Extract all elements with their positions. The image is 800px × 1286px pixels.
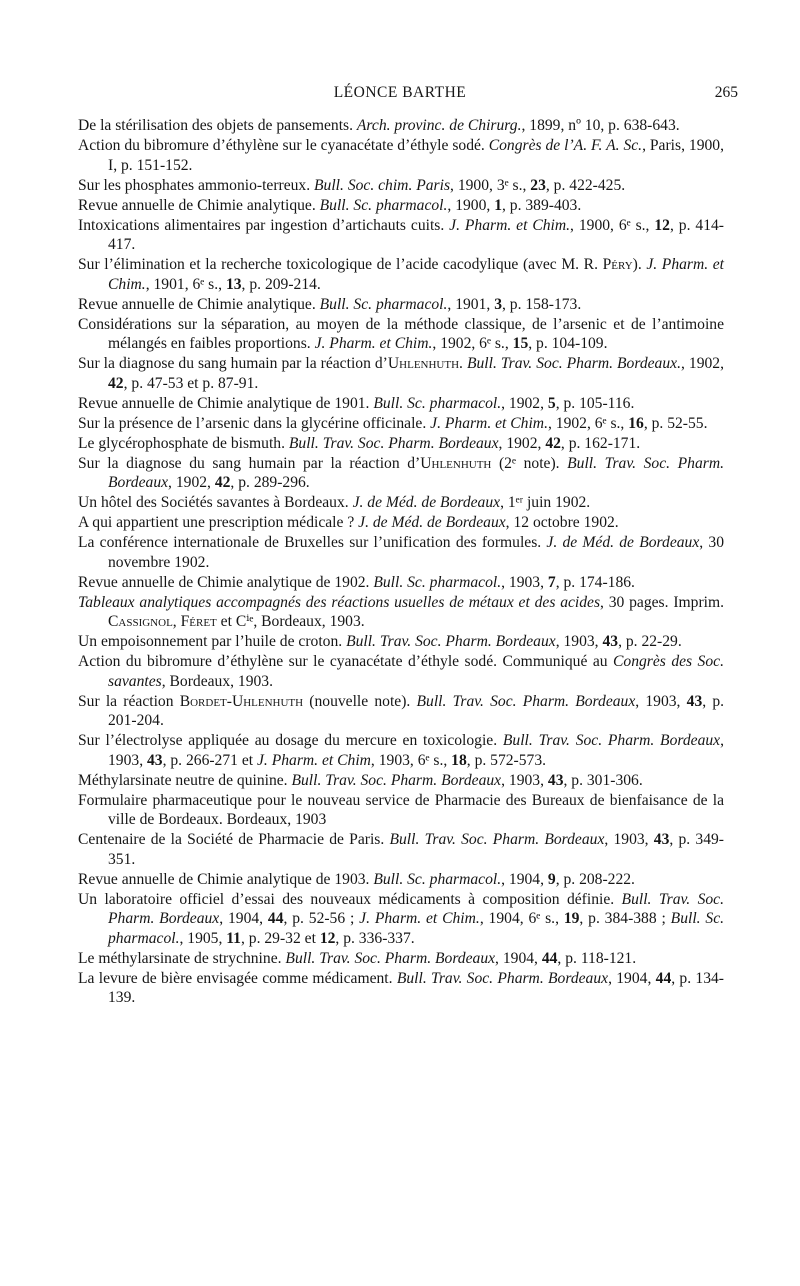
- bibliography-entry: [78, 632, 724, 652]
- journal-title: Bull. Trav. Soc. Pharm. Bordeaux: [288, 434, 499, 452]
- entry-text: , p. 104-109.: [528, 335, 608, 352]
- journal-title: Bull. Trav. Soc. Pharm. Bordeaux.: [466, 355, 681, 372]
- author-name: Péry: [602, 256, 633, 273]
- entry-text: , p. 29-32 et: [240, 929, 320, 947]
- bibliography-entry: [78, 394, 724, 414]
- volume-number: 19: [563, 910, 580, 927]
- entry-text: , 30 pages. Imprim.: [600, 593, 724, 611]
- entry-text: , p. 349-351.: [108, 831, 724, 868]
- bibliography-entry: [78, 969, 724, 1008]
- bibliography-entry: [78, 295, 724, 315]
- entry-text: , p. 52-56 ;: [283, 910, 360, 927]
- bibliography-entry: [78, 533, 724, 572]
- journal-title: Bull. Trav. Soc. Pharm. Bordeaux: [389, 831, 605, 848]
- entry-text: , 1902, 6ᵉ s.,: [432, 335, 513, 352]
- volume-number: 44: [267, 910, 284, 927]
- entry-text: , p. 336-337.: [335, 929, 415, 947]
- journal-title: J. Pharm. et Chim.: [430, 414, 548, 432]
- journal-title: Bull. Trav. Soc. Pharm. Bordeaux: [108, 890, 724, 927]
- bibliography-entry: [78, 216, 724, 255]
- volume-number: 5: [547, 394, 556, 412]
- entry-text: , 1900, 3ᵉ s.,: [450, 176, 531, 194]
- entry-text: Considérations sur la séparation, au moyen de la méthode classique, de l’arsenic et de l’antimoine mélangés en faibles proportions.: [78, 315, 724, 352]
- entry-text: , p. 118-121.: [557, 949, 637, 967]
- journal-title: J. Pharm. et Chim: [257, 751, 371, 769]
- entry-text: Un laboratoire officiel d’essai des nouveaux médicaments à composition définie.: [78, 890, 622, 908]
- entry-text: , 1904,: [608, 969, 656, 987]
- entry-text: Intoxications alimentaires par ingestion d’artichauts cuits.: [78, 216, 450, 234]
- entry-text: Un hôtel des Sociétés savantes à Bordeaux.: [78, 494, 353, 511]
- entry-text: .: [459, 355, 467, 372]
- entry-text: , 1901,: [447, 295, 495, 313]
- entry-text: Sur l’électrolyse appliquée au dosage du mercure en toxicologie.: [78, 732, 503, 749]
- bibliography-entry: [78, 513, 724, 533]
- bibliography-entry: [78, 176, 724, 196]
- volume-number: 7: [547, 573, 556, 591]
- entry-text: , 1899, nº 10, p. 638-643.: [521, 117, 680, 134]
- journal-title: Congrès des Soc. savantes: [108, 653, 724, 690]
- bibliography-list: [78, 116, 724, 1008]
- volume-number: 15: [512, 335, 529, 352]
- volume-number: 13: [225, 275, 242, 293]
- entry-text: , p. 52-55.: [643, 414, 708, 432]
- bibliography-entry: [78, 692, 724, 731]
- journal-title: J. de Méd. de Bordeaux: [358, 514, 506, 531]
- entry-text: Action du bibromure d’éthylène sur le cyanacétate d’éthyle sodé.: [78, 137, 489, 154]
- entry-text: Revue annuelle de Chimie analytique.: [78, 196, 320, 214]
- bibliography-entry: [78, 136, 724, 175]
- author-name: Féret: [180, 613, 217, 630]
- entry-text: , 30 novembre 1902.: [108, 534, 724, 571]
- volume-number: 23: [530, 176, 546, 194]
- entry-text: , p. 266-271 et: [162, 751, 257, 769]
- bibliography-entry: [78, 731, 724, 770]
- journal-title: Bull. Trav. Soc. Pharm. Bordeaux: [502, 732, 721, 749]
- entry-text: , 1903,: [501, 573, 548, 591]
- volume-number: 1: [494, 196, 502, 214]
- bibliography-entry: [78, 354, 724, 393]
- volume-number: 9: [547, 870, 556, 888]
- journal-title: Congrès de l’A. F. A. Sc.: [488, 137, 643, 154]
- volume-number: 3: [494, 295, 502, 313]
- running-head: LÉONCE BARTHE: [333, 84, 467, 101]
- entry-text: , p. 174-186.: [555, 573, 635, 591]
- entry-text: , p. 208-222.: [555, 870, 635, 888]
- journal-title: Bull. Trav. Soc. Pharm. Bordeaux: [346, 633, 556, 650]
- volume-number: 43: [146, 751, 163, 769]
- entry-text: , 1902,: [498, 434, 546, 452]
- entry-text: A qui appartient une prescription médicale ?: [78, 514, 359, 531]
- journal-title: Bull. Trav. Soc. Pharm. Bordeaux: [291, 771, 502, 789]
- entry-text: , 1903,: [555, 633, 603, 650]
- entry-text: , 1902,: [680, 355, 724, 372]
- entry-text: Action du bibromure d’éthylène sur le cyanacétate d’éthyle sodé. Communiqué au: [78, 653, 614, 670]
- entry-text: Sur la présence de l’arsenic dans la glycérine officinale.: [78, 414, 431, 432]
- volume-number: 42: [108, 374, 124, 392]
- entry-text: Le glycérophosphate de bismuth.: [78, 434, 289, 452]
- entry-text: , p. 572-573.: [466, 751, 547, 769]
- bibliography-entry: [78, 196, 724, 216]
- entry-text: , p. 162-171.: [560, 434, 641, 452]
- entry-text: , 1900,: [447, 196, 495, 214]
- entry-text: Sur l’élimination et la recherche toxicologique de l’acide cacodylique (avec M. R.: [78, 256, 603, 273]
- entry-text: , 1902,: [501, 394, 548, 412]
- volume-number: 12: [319, 929, 336, 947]
- entry-text: , p. 209-214.: [241, 275, 321, 293]
- entry-text: et Cⁱᵉ, Bordeaux, 1903.: [216, 613, 365, 630]
- bibliography-entry: [78, 949, 724, 969]
- volume-number: 44: [541, 949, 558, 967]
- volume-number: 12: [654, 216, 670, 234]
- entry-text: , 1903,: [604, 831, 654, 848]
- bibliography-entry: [78, 791, 724, 830]
- journal-title: Bull. Sc. pharmacol.: [373, 394, 502, 412]
- entry-text: , 1902,: [168, 474, 215, 491]
- entry-text: Sur la diagnose du sang humain par la réaction d’: [78, 454, 421, 472]
- journal-title: Bull. Sc. pharmacol.: [373, 573, 502, 591]
- entry-text: , 1904, 6ᵉ s.,: [479, 910, 564, 927]
- volume-number: 44: [655, 969, 672, 987]
- entry-text: , p. 158-173.: [501, 295, 582, 313]
- entry-text: Sur la réaction: [78, 692, 180, 710]
- entry-text: , 1904,: [501, 870, 548, 888]
- journal-title: Bull. Trav. Soc. Pharm. Bordeaux: [396, 969, 609, 987]
- entry-text: , Bordeaux, 1903.: [161, 672, 274, 690]
- journal-title: Arch. provinc. de Chirurg.: [356, 117, 522, 134]
- volume-number: 43: [602, 633, 619, 650]
- journal-title: J. Pharm. et Chim.: [359, 910, 480, 927]
- journal-title: Bull. Sc. pharmacol.: [373, 870, 502, 888]
- entry-text: , p. 289-296.: [230, 474, 310, 491]
- entry-text: , 12 octobre 1902.: [505, 514, 619, 531]
- entry-text: ).: [632, 256, 647, 273]
- entry-text: Sur les phosphates ammonio-terreux.: [78, 176, 315, 194]
- entry-text: , p. 389-403.: [501, 196, 582, 214]
- entry-text: , 1904,: [219, 910, 268, 927]
- volume-number: 18: [451, 751, 467, 769]
- journal-title: J. Pharm. et Chim.: [108, 256, 725, 293]
- journal-title: Bull. Trav. Soc. Pharm. Bordeaux: [108, 454, 724, 491]
- bibliography-entry: [78, 255, 724, 294]
- volume-number: 43: [653, 831, 670, 848]
- bibliography-entry: [78, 434, 724, 454]
- entry-text: , 1900, 6ᵉ s.,: [570, 216, 655, 234]
- entry-text: , p. 422-425.: [545, 176, 626, 194]
- author-name: Bordet-Uhlenhuth: [179, 692, 304, 710]
- bibliography-entry: [78, 652, 724, 691]
- entry-text: Revue annuelle de Chimie analytique de 1902.: [78, 573, 374, 591]
- entry-text: , 1903,: [501, 771, 548, 789]
- entry-text: , p. 201-204.: [108, 692, 725, 729]
- journal-title: Bull. Trav. Soc. Pharm. Bordeaux: [285, 949, 496, 967]
- author-name: Uhlenhuth: [387, 355, 460, 372]
- journal-title: Bull. Sc. pharmacol.: [108, 910, 725, 947]
- entry-text: , 1903,: [635, 692, 687, 710]
- journal-title: Bull. Sc. pharmacol.: [319, 295, 448, 313]
- bibliography-entry: [78, 593, 724, 632]
- entry-text: , p. 105-116.: [555, 394, 635, 412]
- journal-title: J. de Méd. de Bordeaux: [546, 534, 700, 551]
- entry-text: , 1902, 6ᵉ s.,: [547, 414, 629, 432]
- entry-text: Un empoisonnement par l’huile de croton.: [78, 633, 347, 650]
- bibliography-entry: [78, 573, 724, 593]
- bibliography-entry: [78, 454, 724, 493]
- entry-text: , 1905,: [179, 929, 227, 947]
- author-name: Cassignol: [108, 613, 173, 630]
- entry-text: , p. 134-139.: [108, 969, 725, 1006]
- entry-text: De la stérilisation des objets de pansements.: [78, 117, 357, 134]
- entry-text: Revue annuelle de Chimie analytique de 1903.: [78, 870, 374, 888]
- bibliography-entry: [78, 493, 724, 513]
- entry-text: , p. 47-53 et p. 87-91.: [123, 374, 259, 392]
- page-number: 265: [714, 84, 738, 101]
- volume-number: 42: [214, 474, 231, 491]
- journal-title: J. Pharm. et Chim.: [449, 216, 571, 234]
- journal-title: Tableaux analytiques accompagnés des réactions usuelles de métaux et des acides: [78, 593, 601, 611]
- bibliography-entry: [78, 116, 724, 136]
- entry-text: , 1903, 6ᵉ s.,: [370, 751, 452, 769]
- volume-number: 43: [686, 692, 703, 710]
- entry-text: Centenaire de la Société de Pharmacie de Paris.: [78, 831, 390, 848]
- entry-text: ,: [172, 613, 181, 630]
- entry-text: , p. 414-417.: [108, 216, 724, 253]
- journal-title: J. Pharm. et Chim.: [314, 335, 433, 352]
- page-header: [0, 80, 800, 108]
- entry-text: , 1903,: [108, 732, 724, 769]
- entry-text: (2ᵉ note).: [491, 454, 568, 472]
- entry-text: Le méthylarsinate de strychnine.: [78, 949, 286, 967]
- entry-text: Sur la diagnose du sang humain par la réaction d’: [78, 355, 388, 372]
- volume-number: 16: [628, 414, 644, 432]
- bibliography-entry: [78, 315, 724, 354]
- entry-text: Revue annuelle de Chimie analytique.: [78, 295, 320, 313]
- entry-text: , Paris, 1900, I, p. 151-152.: [108, 137, 724, 174]
- journal-title: Bull. Trav. Soc. Pharm. Bordeaux: [416, 692, 636, 710]
- journal-title: Bull. Sc. pharmacol.: [319, 196, 448, 214]
- entry-text: , p. 301-306.: [563, 771, 643, 789]
- entry-text: Formulaire pharmaceutique pour le nouveau service de Pharmacie des Bureaux de bienfaisance de la ville de Bordeaux. Bordeaux, 1903: [78, 791, 724, 828]
- volume-number: 11: [226, 929, 241, 947]
- bibliography-entry: [78, 890, 724, 949]
- author-name: Uhlenhuth: [420, 454, 492, 472]
- entry-text: Méthylarsinate neutre de quinine.: [78, 771, 292, 789]
- entry-text: , 1901, 6ᵉ s.,: [145, 275, 226, 293]
- entry-text: , 1ᵉʳ juin 1902.: [500, 494, 591, 511]
- entry-text: La conférence internationale de Bruxelles sur l’unification des formules.: [78, 534, 547, 551]
- bibliography-entry: [78, 414, 724, 434]
- entry-text: , p. 22-29.: [618, 633, 682, 650]
- journal-title: J. de Méd. de Bordeaux: [352, 494, 501, 511]
- bibliography-entry: [78, 830, 724, 869]
- entry-text: (nouvelle note).: [303, 692, 417, 710]
- entry-text: , 1904,: [495, 949, 542, 967]
- bibliography-entry: [78, 771, 724, 791]
- entry-text: Revue annuelle de Chimie analytique de 1901.: [78, 394, 374, 412]
- entry-text: , p. 384-388 ;: [579, 910, 671, 927]
- volume-number: 42: [545, 434, 561, 452]
- bibliography-entry: [78, 870, 724, 890]
- journal-title: Bull. Soc. chim. Paris: [314, 176, 451, 194]
- entry-text: La levure de bière envisagée comme médicament.: [78, 969, 397, 987]
- volume-number: 43: [547, 771, 564, 789]
